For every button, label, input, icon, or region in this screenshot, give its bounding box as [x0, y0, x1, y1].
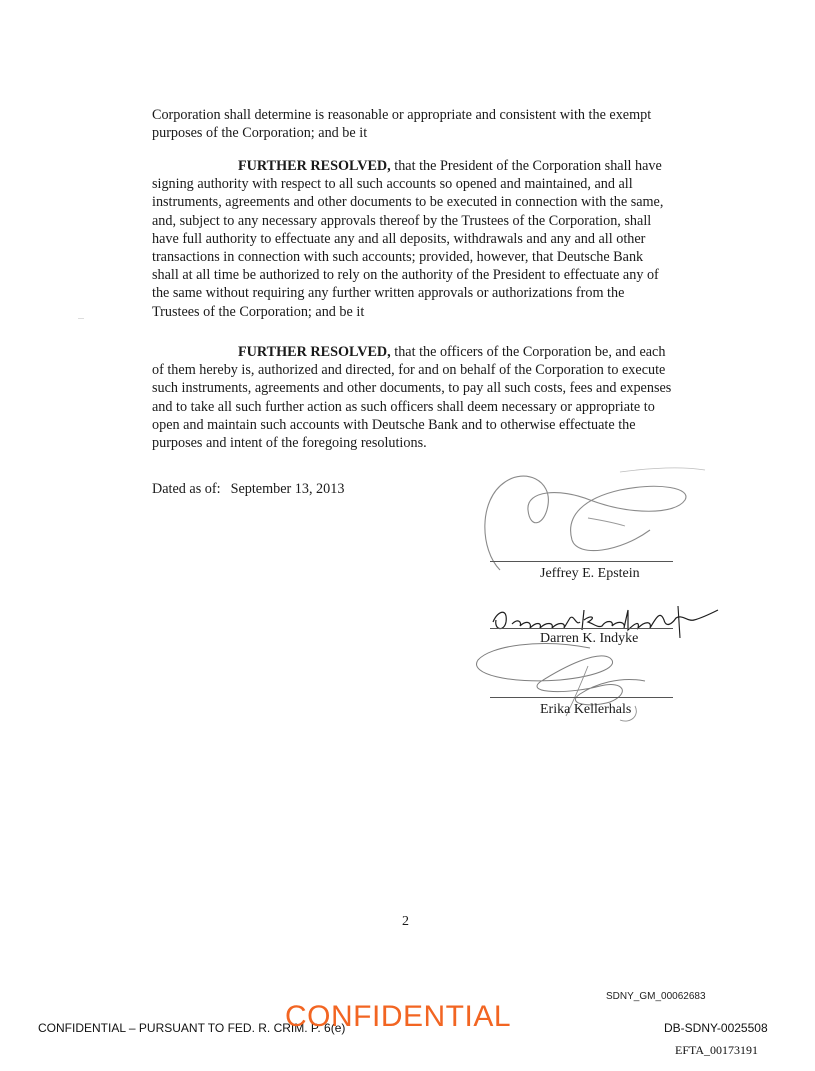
paragraph-3-body: that the officers of the Corporation be, and each of them hereby is, authorized and directed, for and on behalf of the Corporation to execute such instruments, agreements and other documents, to pay all such costs, fees and expenses and to take all such further action as such officers shall deem necessary or appropriate to open and maintain such accounts with Deutsche Bank and to otherwise effectuate the purposes and intent of the foregoing resolutions. [152, 344, 672, 452]
bates-number-top: SDNY_GM_00062683 [606, 991, 706, 1002]
page-number: 2 [402, 914, 409, 929]
paragraph-1-text: Corporation shall determine is reasonable or appropriate and consistent with the exempt purposes of the Corporation; and be it [152, 107, 652, 142]
signatory-name-kellerhals: Erika Kellerhals [540, 702, 632, 717]
signatory-name-epstein: Jeffrey E. Epstein [540, 566, 640, 581]
paragraph-3 [152, 343, 672, 452]
footer-confidential-notice: CONFIDENTIAL – PURSUANT TO FED. R. CRIM. P. 6(e) [38, 1021, 346, 1035]
signature-line-epstein [490, 561, 673, 562]
paragraph-3-lead: FURTHER RESOLVED, [238, 344, 391, 360]
paragraph-2-body: that the President of the Corporation shall have signing authority with respect to all such accounts so opened and maintained, and all instruments, agreements and other documents to be executed in connection with the same, and, subject to any necessary approvals thereof by the Trustees of the Corporation, shall have full authority to effectuate any and all deposits, withdrawals and any and all other transactions in connection with such accounts; provided, however, that Deutsche Bank shall at all time be authorized to rely on the authority of the President to effectuate any of the same without requiring any further written approvals or authorizations from the Trustees of the Corporation; and be it [152, 158, 664, 320]
paragraph-2-lead: FURTHER RESOLVED, [238, 158, 391, 174]
signature-line-indyke [490, 628, 673, 629]
signature-epstein-handwriting [470, 460, 710, 580]
dated-line [152, 480, 344, 498]
scan-speck [78, 318, 84, 319]
signature-line-kellerhals [490, 697, 673, 698]
paragraph-2 [152, 157, 672, 321]
paragraph-1 [152, 106, 672, 142]
footer-bates-number: DB-SDNY-0025508 [664, 1021, 768, 1035]
confidential-stamp: CONFIDENTIAL [285, 1000, 512, 1033]
efta-number: EFTA_00173191 [675, 1043, 759, 1057]
signatory-name-indyke: Darren K. Indyke [540, 631, 639, 646]
dated-value: September 13, 2013 [230, 481, 345, 497]
dated-label: Dated as of: [152, 481, 221, 497]
